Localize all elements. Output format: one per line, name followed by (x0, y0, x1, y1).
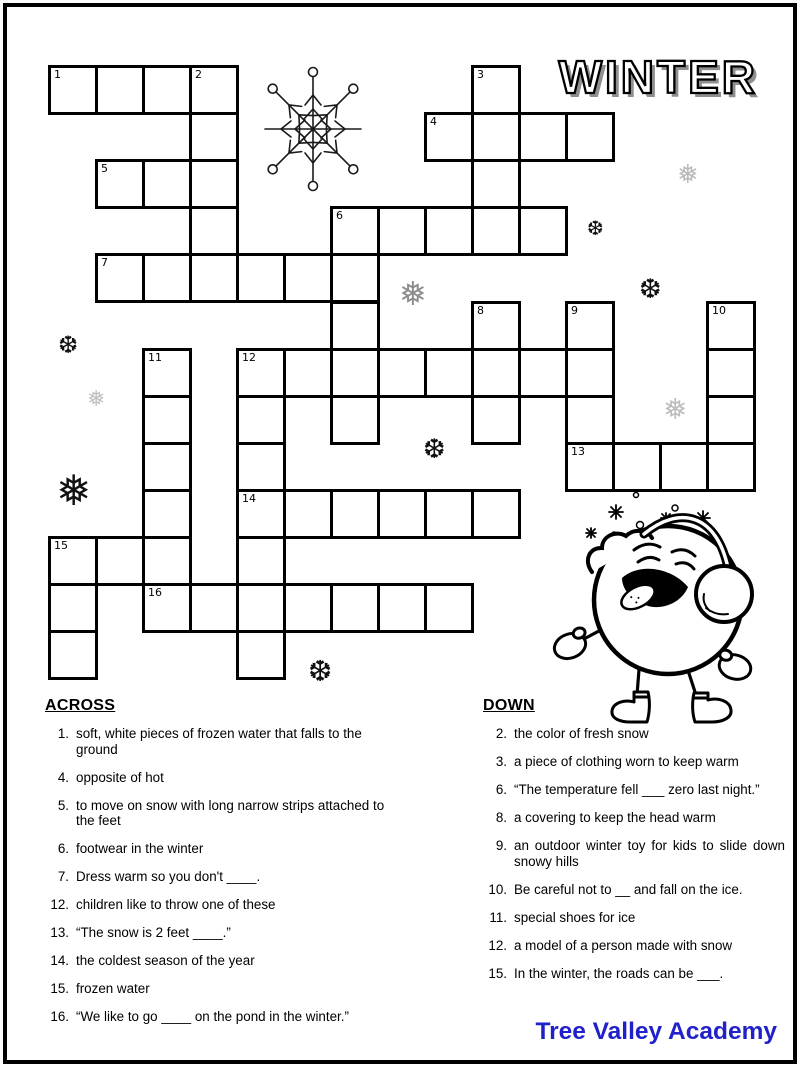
cell-number: 4 (430, 115, 437, 128)
grid-cell[interactable] (330, 348, 380, 398)
grid-cell[interactable] (236, 583, 286, 633)
down-heading: DOWN (483, 697, 535, 714)
grid-cell[interactable] (236, 348, 286, 398)
clue-item (483, 726, 785, 742)
clue-text: opposite of hot (76, 769, 164, 785)
grid-cell[interactable] (424, 206, 474, 256)
grid-cell[interactable] (518, 112, 568, 162)
clue-text: “We like to go ____ on the pond in the winter.” (76, 1009, 349, 1024)
grid-cell[interactable] (565, 395, 615, 445)
clue-item (45, 981, 405, 997)
clue-item (45, 925, 405, 941)
clue-text: “The temperature fell ___ zero last night.” (514, 782, 760, 797)
grid-cell[interactable] (236, 442, 286, 492)
grid-cell[interactable] (330, 489, 380, 539)
grid-cell[interactable] (142, 395, 192, 445)
grid-cell[interactable] (142, 489, 192, 539)
clue-number: 12. (50, 897, 69, 912)
grid-cell[interactable] (377, 583, 427, 633)
grid-cell[interactable] (565, 112, 615, 162)
cell-number: 1 (54, 68, 61, 81)
grid-cell[interactable] (471, 395, 521, 445)
snowflake-icon: ❅ (399, 274, 427, 313)
grid-cell[interactable] (471, 65, 521, 115)
clue-item (45, 770, 405, 786)
grid-cell[interactable] (95, 65, 145, 115)
clue-text: In the winter, the roads can be ___. (514, 965, 724, 981)
grid-cell[interactable] (706, 348, 756, 398)
grid-cell[interactable] (471, 159, 521, 209)
brand-logo-text: Tree Valley Academy (535, 1018, 777, 1045)
clue-number: 10. (488, 881, 507, 897)
grid-cell[interactable] (142, 159, 192, 209)
grid-cell[interactable] (283, 253, 333, 303)
clue-number: 7. (57, 869, 69, 884)
cell-number: 11 (148, 351, 162, 364)
clue-number: 14. (50, 953, 69, 968)
large-snowflake-icon (251, 61, 375, 197)
grid-cell[interactable] (659, 442, 709, 492)
clue-item (483, 838, 785, 869)
grid-cell[interactable] (142, 583, 192, 633)
cell-number: 15 (54, 539, 68, 552)
grid-cell[interactable] (612, 442, 662, 492)
clue-number: 16. (50, 1009, 69, 1024)
clue-item (483, 754, 785, 770)
clue-text: special shoes for ice (514, 909, 636, 925)
page-title: WINTER (558, 51, 758, 103)
snowflake-icon: ❆ (308, 654, 333, 688)
grid-cell[interactable] (424, 348, 474, 398)
clue-item (483, 910, 785, 926)
clue-number: 4. (57, 769, 69, 785)
snowflake-icon: ❆ (423, 434, 446, 465)
cell-number: 3 (477, 68, 484, 81)
grid-cell[interactable] (518, 348, 568, 398)
grid-cell[interactable] (283, 583, 333, 633)
grid-cell[interactable] (706, 301, 756, 351)
clue-number: 15. (488, 965, 507, 981)
clue-text: footwear in the winter (76, 841, 204, 856)
clue-item (483, 782, 785, 798)
grid-cell[interactable] (95, 159, 145, 209)
cell-number: 10 (712, 304, 726, 317)
cell-number: 13 (571, 445, 585, 458)
grid-cell[interactable] (48, 630, 98, 680)
grid-cell[interactable] (565, 301, 615, 351)
cell-number: 9 (571, 304, 578, 317)
clue-text: an outdoor winter toy for kids to slide down snowy hills (514, 838, 785, 869)
cell-number: 2 (195, 68, 202, 81)
snowflake-icon: ❆ (587, 216, 604, 240)
grid-cell[interactable] (518, 206, 568, 256)
grid-cell[interactable] (706, 395, 756, 445)
grid-cell[interactable] (471, 112, 521, 162)
snowman-illustration (548, 490, 763, 725)
grid-cell[interactable] (189, 253, 239, 303)
clue-number: 11. (489, 909, 507, 925)
grid-cell[interactable] (95, 253, 145, 303)
clue-text: “The snow is 2 feet ____.” (76, 925, 231, 940)
cell-number: 16 (148, 586, 162, 599)
clue-text: a covering to keep the head warm (514, 810, 716, 825)
grid-cell[interactable] (236, 395, 286, 445)
clue-item (483, 966, 785, 982)
clue-item (45, 798, 405, 829)
clue-text: a piece of clothing worn to keep warm (514, 754, 739, 769)
grid-cell[interactable] (142, 348, 192, 398)
across-clue-list (45, 726, 405, 1025)
clue-item (45, 869, 405, 885)
grid-cell[interactable] (142, 65, 192, 115)
grid-cell[interactable] (189, 159, 239, 209)
clue-number: 6. (57, 841, 69, 856)
grid-cell[interactable] (48, 583, 98, 633)
grid-cell[interactable] (142, 536, 192, 586)
down-clues-section (483, 697, 785, 994)
snowflake-icon: ❅ (87, 387, 106, 412)
grid-cell[interactable] (330, 301, 380, 351)
grid-cell[interactable] (377, 348, 427, 398)
cell-number: 5 (101, 162, 108, 175)
grid-cell[interactable] (48, 65, 98, 115)
grid-cell[interactable] (189, 206, 239, 256)
grid-cell[interactable] (189, 65, 239, 115)
across-heading: ACROSS (45, 697, 116, 714)
clue-number: 9. (495, 838, 507, 853)
grid-cell[interactable] (424, 583, 474, 633)
grid-cell[interactable] (283, 489, 333, 539)
clue-text: the color of fresh snow (514, 726, 649, 741)
clue-item (45, 841, 405, 857)
grid-cell[interactable] (565, 442, 615, 492)
clue-text: soft, white pieces of frozen water that falls to the ground (76, 726, 362, 757)
grid-cell[interactable] (95, 536, 145, 586)
grid-cell[interactable] (142, 442, 192, 492)
grid-cell[interactable] (565, 348, 615, 398)
grid-cell[interactable] (377, 489, 427, 539)
clue-item (483, 882, 785, 898)
across-clues-section (45, 697, 405, 1037)
grid-cell[interactable] (189, 112, 239, 162)
clue-item (483, 938, 785, 954)
grid-cell[interactable] (330, 253, 380, 303)
cell-number: 12 (242, 351, 256, 364)
clue-text: Dress warm so you don't ____. (76, 869, 261, 884)
clue-number: 3. (495, 754, 507, 769)
grid-cell[interactable] (706, 442, 756, 492)
grid-cell[interactable] (330, 395, 380, 445)
grid-cell[interactable] (377, 206, 427, 256)
clue-text: Be careful not to __ and fall on the ice. (514, 881, 743, 897)
grid-cell[interactable] (283, 348, 333, 398)
clue-text: to move on snow with long narrow strips attached to the feet (76, 797, 385, 828)
grid-cell[interactable] (236, 630, 286, 680)
grid-cell[interactable] (330, 583, 380, 633)
clue-text: a model of a person made with snow (514, 937, 733, 953)
clue-number: 8. (495, 810, 507, 825)
grid-cell[interactable] (330, 206, 380, 256)
snowflake-icon: ❅ (677, 160, 699, 190)
clue-item (45, 726, 405, 757)
clue-text: children like to throw one of these (76, 897, 276, 912)
clue-item (45, 1009, 405, 1025)
down-clue-list (483, 726, 785, 981)
grid-cell[interactable] (236, 489, 286, 539)
grid-cell[interactable] (236, 253, 286, 303)
clue-text: frozen water (76, 981, 150, 996)
cell-number: 14 (242, 492, 256, 505)
clue-text: the coldest season of the year (76, 953, 255, 968)
clue-item (45, 953, 405, 969)
grid-cell[interactable] (236, 536, 286, 586)
clue-number: 5. (57, 797, 69, 813)
cell-number: 8 (477, 304, 484, 317)
clue-number: 15. (50, 981, 69, 996)
clue-number: 1. (57, 726, 69, 741)
grid-cell[interactable] (471, 206, 521, 256)
cell-number: 6 (336, 209, 343, 222)
snowflake-icon: ❆ (58, 331, 79, 359)
grid-cell[interactable] (471, 489, 521, 539)
grid-cell[interactable] (471, 348, 521, 398)
snowflake-icon: ❅ (663, 392, 688, 426)
grid-cell[interactable] (189, 583, 239, 633)
clue-item (483, 810, 785, 826)
grid-cell[interactable] (48, 536, 98, 586)
cell-number: 7 (101, 256, 108, 269)
clue-number: 13. (50, 925, 69, 940)
clue-item (45, 897, 405, 913)
grid-cell[interactable] (471, 301, 521, 351)
grid-cell[interactable] (424, 489, 474, 539)
clue-number: 2. (495, 726, 507, 741)
clue-number: 12. (488, 937, 507, 953)
snowflake-icon: ❅ (56, 466, 92, 515)
snowflake-icon: ❆ (639, 274, 662, 305)
clue-number: 6. (495, 782, 507, 797)
grid-cell[interactable] (424, 112, 474, 162)
grid-cell[interactable] (142, 253, 192, 303)
